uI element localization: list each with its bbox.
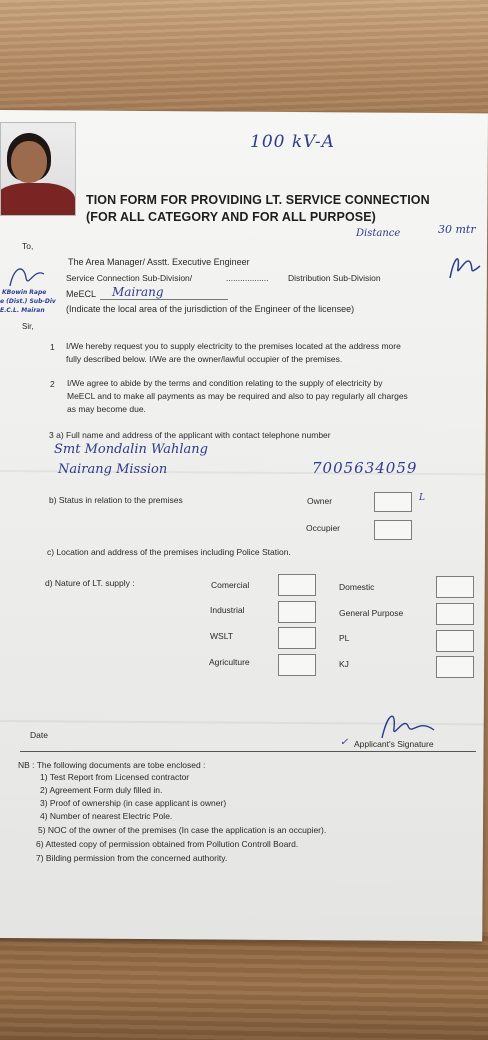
supply-domestic-checkbox[interactable] [436, 576, 474, 598]
signature-divider-line [20, 751, 476, 752]
wooden-table-bottom [0, 932, 488, 1040]
nb-heading: NB : The following documents are tobe enclosed : [18, 760, 206, 770]
address-line-2-right: Distribution Sub-Division [288, 273, 381, 283]
document-item: 3) Proof of ownership (in case applicant is owner) [40, 798, 227, 808]
handwritten-phone: 7005634059 [312, 459, 418, 477]
item2-number: 2 [50, 379, 55, 389]
address-line-1: The Area Manager/ Asstt. Executive Engineer [68, 257, 250, 267]
supply-kj-label: KJ [339, 659, 349, 669]
occupier-checkbox[interactable] [374, 520, 412, 540]
document-item: 5) NOC of the owner of the premises (In case the application is an occupier). [38, 825, 327, 835]
owner-handwritten-mark: L [419, 493, 425, 503]
owner-checkbox[interactable] [374, 492, 412, 512]
handwritten-applicant-address: Nairang Mission [58, 462, 168, 477]
photo-face [11, 141, 47, 183]
supply-kj-checkbox[interactable] [436, 656, 474, 678]
address-line-3: MeECL [66, 289, 97, 299]
address-line-2: Service Connection Sub-Division/ [66, 273, 193, 283]
document-item: 1) Test Report from Licensed contractor [40, 772, 190, 782]
supply-comercial-checkbox[interactable] [278, 574, 316, 596]
to-label: To, [22, 241, 34, 251]
signature-tick: ✓ [340, 737, 349, 748]
item3b-label: b) Status in relation to the premises [49, 495, 183, 505]
supply-agriculture-checkbox[interactable] [278, 654, 316, 676]
supply-industrial-checkbox[interactable] [278, 601, 316, 623]
item2-line3: as may become due. [67, 404, 146, 414]
handwritten-capacity: 100 kV-A [250, 132, 335, 152]
document-item: 7) Bilding permission from the concerned authority. [36, 853, 228, 863]
date-label: Date [30, 730, 48, 740]
handwritten-applicant-name: Smt Mondalin Wahlang [54, 442, 208, 457]
item3d-label: d) Nature of LT. supply : [45, 578, 135, 588]
stamp-signature-scribble [8, 262, 48, 292]
signature-scribble-right [446, 248, 486, 282]
office-stamp-line2: e (Dist.) Sub-Div [0, 298, 56, 305]
applicant-signature-label: Applicant's Signature [354, 739, 434, 749]
address-line-4: (Indicate the local area of the jurisdiction of the Engineer of the licensee) [66, 304, 355, 314]
supply-general-purpose-label: General Purpose [339, 608, 404, 618]
applicant-photo [0, 122, 76, 216]
item1-number: 1 [50, 342, 55, 352]
item1-line2: fully described below. I/We are the owner/lawful occupier of the premises. [66, 354, 343, 364]
address-line-2-dots: .................. [226, 273, 269, 283]
item2-line2: MeECL and to make all payments as may be required and also to pay regularly all charges [67, 391, 408, 401]
supply-pl-label: PL [339, 633, 350, 643]
item2-line1: I/We agree to abide by the terms and condition relating to the supply of electricity by [67, 378, 383, 388]
office-stamp-line3: E.C.L. Mairan [0, 307, 45, 314]
area-office-underline [100, 299, 228, 300]
item1-line1: I/We hereby request you to supply electricity to the premises located at the address more [66, 341, 401, 351]
form-title-line1: TION FORM FOR PROVIDING LT. SERVICE CONNECTION [86, 193, 430, 207]
document-item: 2) Agreement Form duly filled in. [40, 785, 163, 795]
handwritten-distance-label: Distance [356, 228, 401, 239]
handwritten-distance-value: 30 mtr [438, 223, 476, 236]
supply-wslt-label: WSLT [210, 631, 233, 641]
form-title-line2: (FOR ALL CATEGORY AND FOR ALL PURPOSE) [86, 210, 376, 224]
supply-general-purpose-checkbox[interactable] [436, 603, 474, 625]
sir-salutation: Sir, [22, 322, 34, 331]
item3a-label: 3 a) Full name and address of the applicant with contact telephone number [49, 430, 331, 440]
supply-industrial-label: Industrial [210, 605, 245, 615]
photo-clothing [0, 183, 75, 216]
item3c-label: c) Location and address of the premises including Police Station. [47, 547, 291, 557]
handwritten-area-office: Mairang [112, 285, 164, 299]
supply-pl-checkbox[interactable] [436, 630, 474, 652]
supply-domestic-label: Domestic [339, 582, 375, 592]
office-stamp-line1: KBowin Rape [2, 289, 47, 296]
occupier-label: Occupier [306, 523, 341, 533]
wooden-table-top [0, 0, 488, 118]
supply-wslt-checkbox[interactable] [278, 627, 316, 649]
document-item: 4) Number of nearest Electric Pole. [40, 811, 173, 821]
owner-label: Owner [307, 496, 333, 506]
document-item: 6) Attested copy of permission obtained from Pollution Controll Board. [36, 839, 299, 849]
supply-agriculture-label: Agriculture [209, 657, 250, 667]
supply-comercial-label: Comercial [211, 580, 250, 590]
